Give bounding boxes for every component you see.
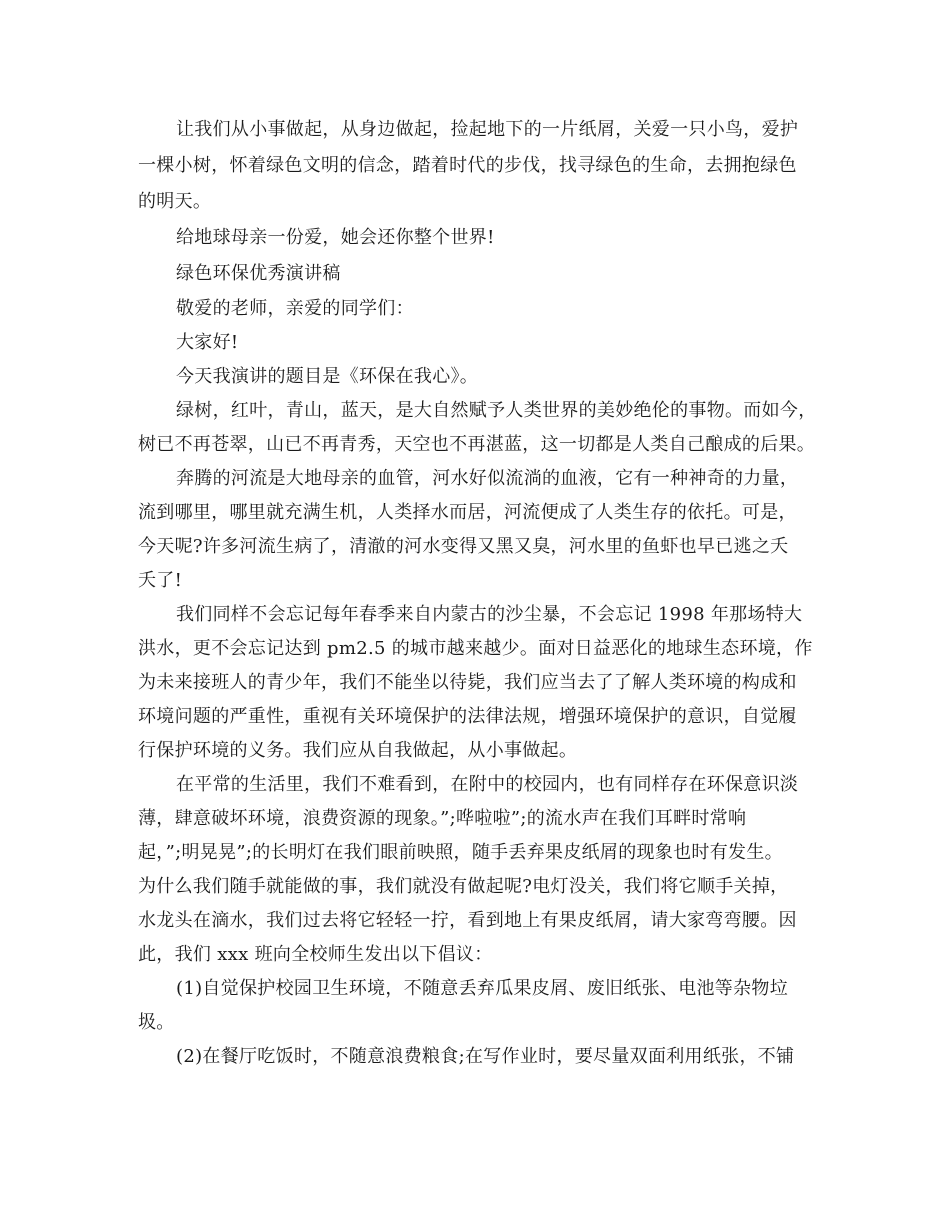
paragraph-line: 为未来接班人的青少年，我们不能坐以待毙，我们应当去了了解人类环境的构成和 <box>138 672 797 693</box>
section-title: 绿色环保优秀演讲稿 <box>176 263 341 284</box>
paragraph-line: 夭了! <box>138 570 183 591</box>
paragraph-line: 水龙头在滴水，我们过去将它轻轻一拧，看到地上有果皮纸屑，请大家弯弯腰。因 <box>138 910 797 931</box>
paragraph-line: 绿树，红叶，青山，蓝天，是大自然赋予人类世界的美妙绝伦的事物。而如今， <box>176 400 817 421</box>
paragraph-line: 今天我演讲的题目是《环保在我心》。 <box>176 366 479 387</box>
paragraph-line: 让我们从小事做起，从身边做起，捡起地下的一片纸屑，关爱一只小鸟，爱护 <box>176 119 799 140</box>
paragraph-line: 流到哪里，哪里就充满生机，人类择水而居，河流便成了人类生存的依托。可是， <box>138 502 797 523</box>
paragraph-line: 为什么我们随手就能做的事，我们就没有做起呢?电灯没关，我们将它顺手关掉， <box>138 876 789 897</box>
paragraph-line: 在平常的生活里，我们不难看到，在附中的校园内，也有同样存在环保意识淡 <box>176 774 799 795</box>
paragraph-line: 环境问题的严重性，重视有关环境保护的法律法规，增强环境保护的意识，自觉履 <box>138 706 797 727</box>
paragraph-line: 奔腾的河流是大地母亲的血管，河水好似流淌的血液，它有一种神奇的力量， <box>176 468 799 489</box>
list-item: (1)自觉保护校园卫生环境，不随意丢弃瓜果皮屑、废旧纸张、电池等杂物垃 <box>176 978 788 999</box>
list-item: (2)在餐厅吃饭时，不随意浪费粮食;在写作业时，要尽量双面利用纸张，不铺 <box>176 1046 795 1067</box>
greeting: 大家好! <box>176 332 239 353</box>
paragraph-line: 我们同样不会忘记每年春季来自内蒙古的沙尘暴，不会忘记 1998 年那场特大 <box>176 604 803 625</box>
paragraph-line: 今天呢?许多河流生病了，清澈的河水变得又黑又臭，河水里的鱼虾也早已逃之夭 <box>138 536 789 557</box>
salutation: 敬爱的老师，亲爱的同学们： <box>176 298 414 319</box>
list-item-continuation: 圾。 <box>138 1012 175 1033</box>
paragraph-line: 一棵小树，怀着绿色文明的信念，踏着时代的步伐，找寻绿色的生命，去拥抱绿色 <box>138 155 797 176</box>
paragraph-line: 给地球母亲一份爱，她会还你整个世界! <box>176 227 495 248</box>
paragraph-line: 起，”;明晃晃”;的长明灯在我们眼前映照，随手丢弃果皮纸屑的现象也时有发生。 <box>138 842 783 863</box>
paragraph-line: 树已不再苍翠，山已不再青秀，天空也不再湛蓝，这一切都是人类自己酿成的后果。 <box>138 434 816 455</box>
paragraph-line: 行保护环境的义务。我们应从自我做起，从小事做起。 <box>138 740 578 761</box>
paragraph-line: 洪水，更不会忘记达到 pm2.5 的城市越来越少。面对日益恶化的地球生态环境，作 <box>138 638 813 659</box>
paragraph-line: 此，我们 xxx 班向全校师生发出以下倡议： <box>138 944 493 965</box>
paragraph-line: 的明天。 <box>138 191 212 212</box>
paragraph-line: 薄，肆意破坏环境，浪费资源的现象。”;哗啦啦”;的流水声在我们耳畔时常响 <box>138 808 747 829</box>
